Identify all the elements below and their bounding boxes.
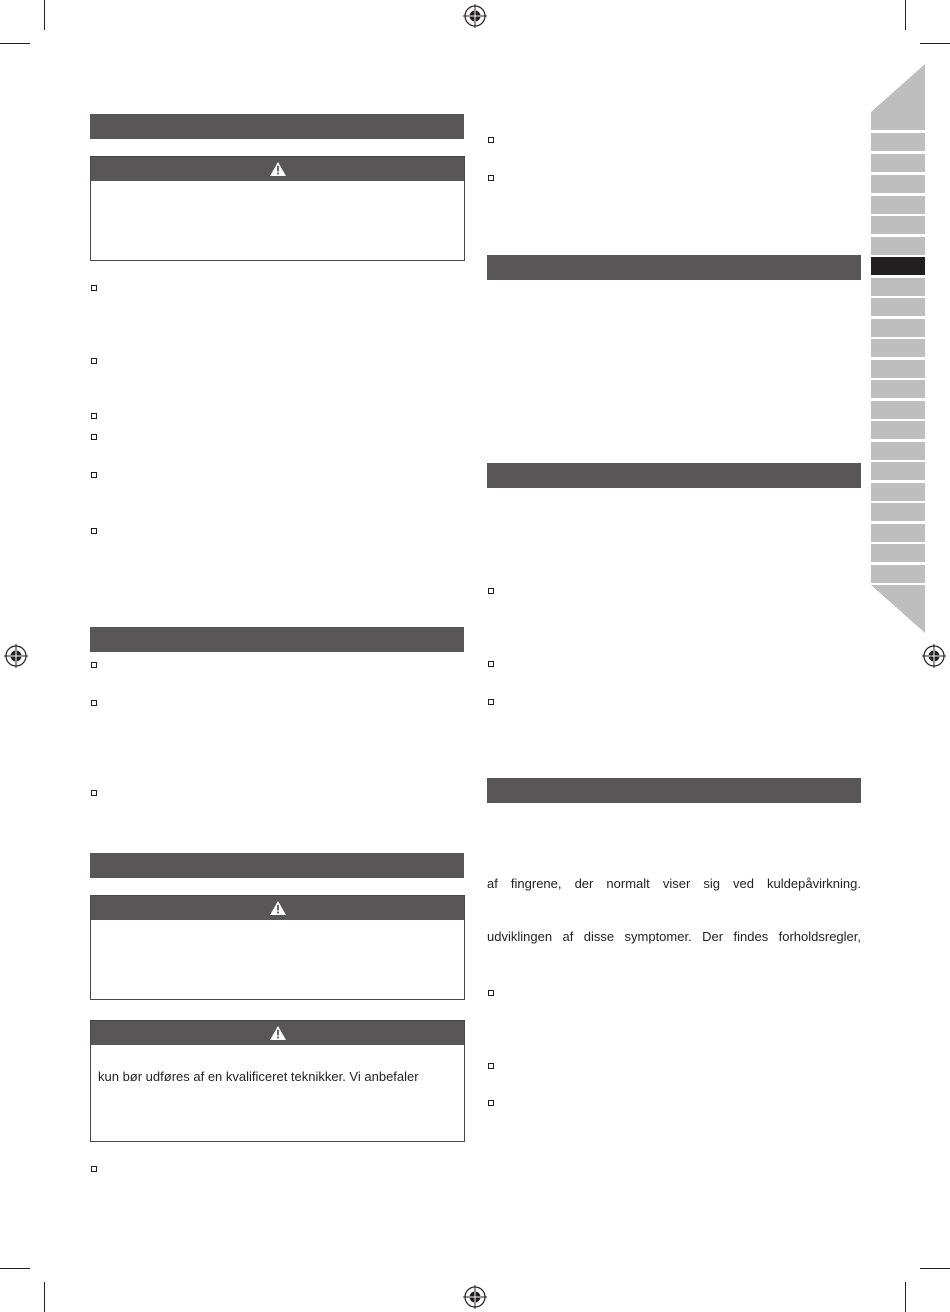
- paragraph-line: af fingrene, der normalt viser sig ved kuldepåvirkning.: [487, 876, 861, 891]
- registration-mark-icon: [463, 4, 487, 28]
- section-heading-bar: [90, 853, 464, 878]
- square-bullet-icon: [91, 413, 97, 419]
- crop-mark: [920, 43, 950, 44]
- crop-mark: [0, 43, 30, 44]
- warning-box: [90, 1020, 465, 1142]
- language-tab[interactable]: [871, 544, 925, 563]
- language-tab[interactable]: [871, 216, 925, 235]
- language-tab[interactable]: [871, 237, 925, 256]
- square-bullet-icon: [91, 662, 97, 668]
- tabs-bottom-triangle: [871, 585, 925, 633]
- language-tab[interactable]: [871, 196, 925, 215]
- crop-mark: [0, 1268, 30, 1269]
- crop-mark: [905, 0, 906, 30]
- language-tab[interactable]: [871, 154, 925, 173]
- language-tab[interactable]: [871, 112, 925, 131]
- language-tab[interactable]: [871, 278, 925, 297]
- square-bullet-icon: [488, 661, 494, 667]
- square-bullet-icon: [91, 285, 97, 291]
- language-tab-active[interactable]: [871, 257, 925, 276]
- square-bullet-icon: [91, 472, 97, 478]
- language-tab[interactable]: [871, 319, 925, 338]
- square-bullet-icon: [91, 358, 97, 364]
- language-tab[interactable]: [871, 442, 925, 461]
- square-bullet-icon: [91, 700, 97, 706]
- crop-mark: [44, 0, 45, 30]
- square-bullet-icon: [91, 790, 97, 796]
- language-tab[interactable]: [871, 380, 925, 399]
- square-bullet-icon: [91, 1166, 97, 1172]
- warning-header: [91, 896, 464, 920]
- warning-header: [91, 157, 464, 181]
- registration-mark-icon: [463, 1285, 487, 1309]
- square-bullet-icon: [488, 137, 494, 143]
- section-heading-bar: [90, 627, 464, 652]
- warning-box: [90, 895, 465, 1000]
- section-heading-bar: [487, 463, 861, 488]
- crop-mark: [44, 1282, 45, 1312]
- crop-mark: [920, 1268, 950, 1269]
- square-bullet-icon: [488, 175, 494, 181]
- section-heading-bar: [487, 778, 861, 803]
- warning-text: kun bør udføres af en kvalificeret teknikker. Vi anbefaler: [98, 1069, 419, 1084]
- language-tab[interactable]: [871, 462, 925, 481]
- language-tab[interactable]: [871, 483, 925, 502]
- language-tab[interactable]: [871, 360, 925, 379]
- section-heading-bar: [90, 114, 464, 139]
- warning-triangle-icon: [269, 900, 287, 916]
- square-bullet-icon: [488, 1063, 494, 1069]
- registration-mark-icon: [922, 644, 946, 668]
- language-tab[interactable]: [871, 503, 925, 522]
- language-tab[interactable]: [871, 175, 925, 194]
- square-bullet-icon: [91, 528, 97, 534]
- square-bullet-icon: [488, 1100, 494, 1106]
- warning-box: [90, 156, 465, 261]
- registration-mark-icon: [4, 644, 28, 668]
- tabs-top-triangle: [871, 64, 925, 112]
- paragraph-line: udviklingen af disse symptomer. Der findes forholdsregler,: [487, 929, 861, 944]
- warning-header: [91, 1021, 464, 1045]
- warning-triangle-icon: [269, 161, 287, 177]
- square-bullet-icon: [488, 699, 494, 705]
- language-tab[interactable]: [871, 298, 925, 317]
- language-tab[interactable]: [871, 133, 925, 152]
- language-tab[interactable]: [871, 401, 925, 420]
- language-tab[interactable]: [871, 421, 925, 440]
- square-bullet-icon: [91, 434, 97, 440]
- section-heading-bar: [487, 255, 861, 280]
- language-tab[interactable]: [871, 339, 925, 358]
- crop-mark: [905, 1282, 906, 1312]
- warning-triangle-icon: [269, 1025, 287, 1041]
- language-tab[interactable]: [871, 565, 925, 584]
- language-tab[interactable]: [871, 524, 925, 543]
- square-bullet-icon: [488, 990, 494, 996]
- square-bullet-icon: [488, 588, 494, 594]
